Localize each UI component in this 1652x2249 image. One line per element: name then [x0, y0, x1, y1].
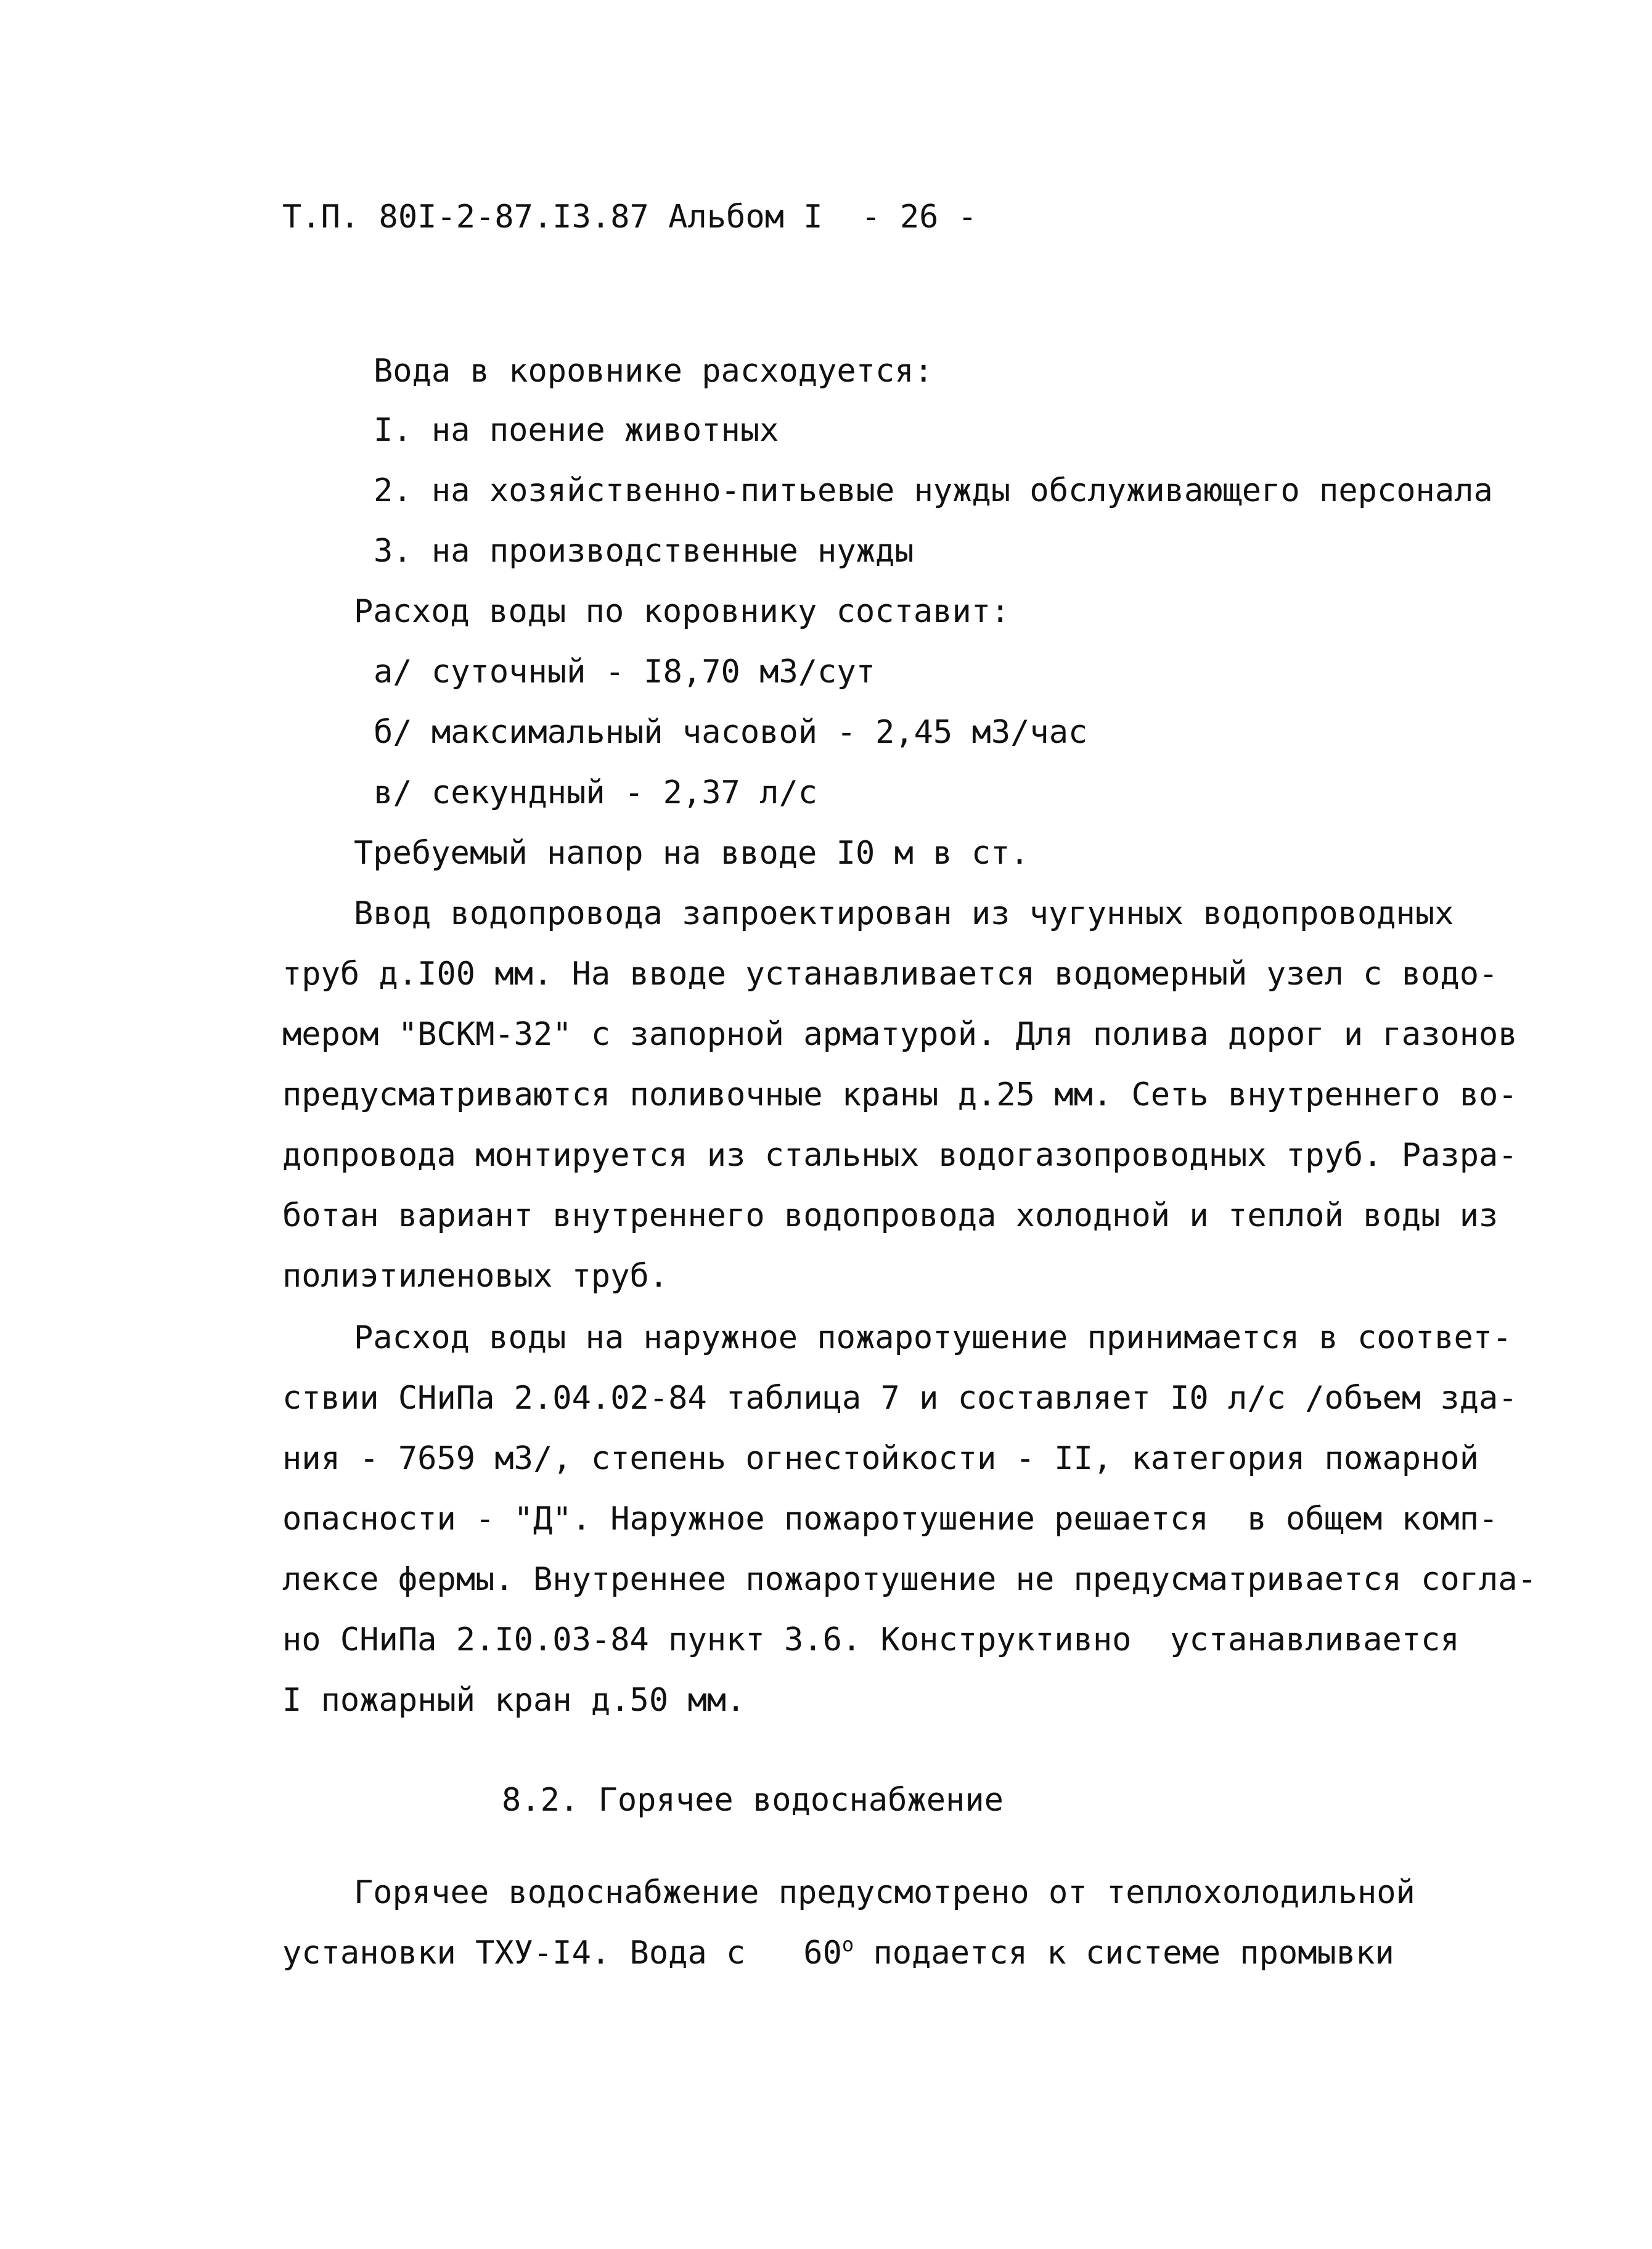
hot-water-line-2: [282, 1935, 1394, 1972]
fire-paragraph-line: лексе фермы. Внутреннее пожаротушение не предусматривается согла-: [282, 1561, 1537, 1598]
inlet-paragraph-line: труб д.I00 мм. На вводе устанавливается водомерный узел с водо-: [282, 956, 1499, 993]
water-use-item: 3. на производственные нужды: [374, 533, 914, 570]
consumption-item: а/ суточный - I8,70 м3/сут: [374, 653, 875, 690]
fire-paragraph-line: I пожарный кран д.50 мм.: [282, 1682, 746, 1719]
inlet-paragraph-line: предусматриваются поливочные краны д.25 мм. Сеть внутреннего во-: [282, 1076, 1518, 1113]
hot-water-line-tail: подается к системе промывки: [854, 1935, 1394, 1972]
page-header: Т.П. 80I-2-87.I3.87 Альбом I - 26 -: [282, 199, 978, 236]
inlet-paragraph-line: мером "ВСКМ-32" с запорной арматурой. Для полива дорог и газонов: [282, 1016, 1518, 1053]
inlet-paragraph-line: Ввод водопровода запроектирован из чугунных водопроводных: [354, 895, 1454, 932]
fire-paragraph-line: опасности - "Д". Наружное пожаротушение решается в общем комп-: [282, 1501, 1499, 1538]
pressure-requirement: Требуемый напор на вводе I0 м в ст.: [354, 835, 1029, 872]
hot-water-line-start: установки ТХУ-I4. Вода с 60: [282, 1935, 842, 1972]
consumption-item: в/ секундный - 2,37 л/с: [374, 774, 818, 811]
water-use-item: I. на поение животных: [374, 412, 779, 449]
degree-mark: о: [841, 1933, 854, 1956]
fire-paragraph-line: но СНиПа 2.I0.03-84 пункт 3.6. Конструктивно устанавливается: [282, 1621, 1460, 1658]
inlet-paragraph-line: допровода монтируется из стальных водогазопроводных труб. Разра-: [282, 1137, 1518, 1174]
water-use-item: 2. на хозяйственно-питьевые нужды обслуживающего персонала: [374, 472, 1493, 509]
hot-water-line: Горячее водоснабжение предусмотрено от теплохолодильной: [354, 1874, 1415, 1911]
section-title-hot-water: 8.2. Горячее водоснабжение: [502, 1782, 1004, 1819]
water-use-intro: Вода в коровнике расходуется:: [374, 353, 933, 390]
consumption-item: б/ максимальный часовой - 2,45 м3/час: [374, 714, 1088, 751]
fire-paragraph-line: Расход воды на наружное пожаротушение принимается в соответ-: [354, 1319, 1512, 1356]
inlet-paragraph-line: ботан вариант внутреннего водопровода холодной и теплой воды из: [282, 1197, 1499, 1234]
inlet-paragraph-line: полиэтиленовых труб.: [282, 1258, 669, 1295]
fire-paragraph-line: ствии СНиПа 2.04.02-84 таблица 7 и составляет I0 л/с /объем зда-: [282, 1380, 1518, 1417]
fire-paragraph-line: ния - 7659 м3/, степень огнестойкости - II, категория пожарной: [282, 1440, 1479, 1477]
consumption-title: Расход воды по коровнику составит:: [354, 593, 1010, 630]
